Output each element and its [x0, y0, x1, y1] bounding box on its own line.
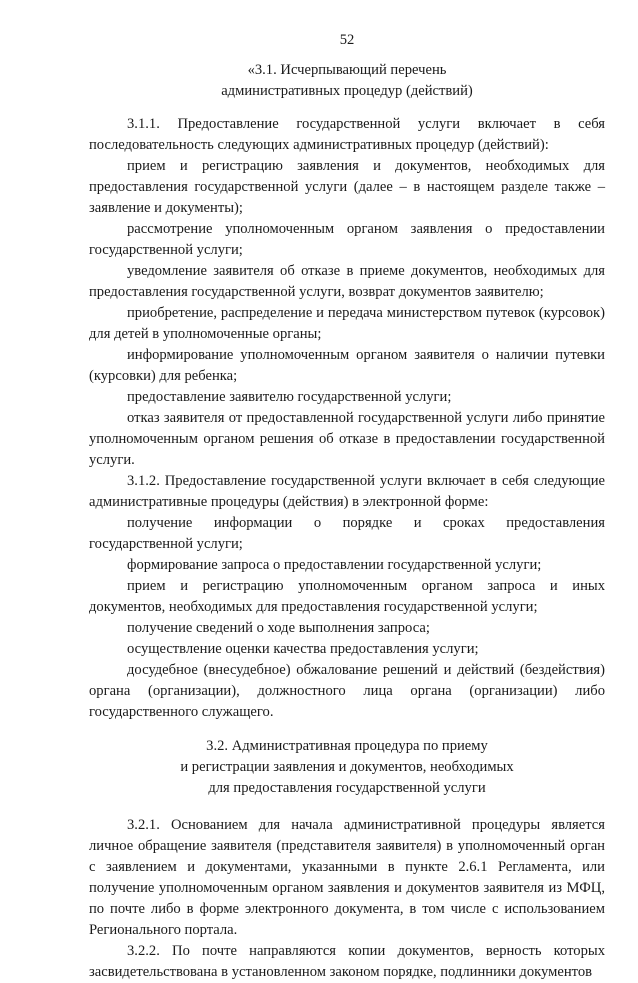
section-heading-3-1: [89, 60, 605, 102]
list-item: уведомление заявителя об отказе в приеме документов, необходимых для предоставления государственной услуги, возврат документов заявителю;: [89, 263, 605, 300]
paragraph-block-3-1-1: [89, 114, 605, 471]
section-heading-line: и регистрации заявления и документов, необходимых: [180, 759, 514, 775]
list-item: рассмотрение уполномоченным органом заявления о предоставлении государственной услуги;: [89, 221, 605, 258]
list-item: получение информации о порядке и сроках предоставления государственной услуги;: [89, 515, 605, 552]
list-item: информирование уполномоченным органом заявителя о наличии путевки (курсовки) для ребенка;: [89, 347, 605, 384]
list-item: прием и регистрацию уполномоченным органом запроса и иных документов, необходимых для предоставления государственной услуги;: [89, 578, 605, 615]
list-item: получение сведений о ходе выполнения запроса;: [127, 620, 430, 636]
paragraph-block-3-2: [89, 815, 605, 983]
list-item: осуществление оценки качества предоставления услуги;: [127, 641, 479, 657]
section-heading-line: административных процедур (действий): [221, 83, 473, 99]
list-item: предоставление заявителю государственной услуги;: [127, 389, 452, 405]
section-heading-3-2: [89, 736, 605, 799]
page-number: 52: [339, 32, 355, 48]
section-heading-line: «3.1. Исчерпывающий перечень: [247, 62, 447, 78]
paragraph: 3.2.1. Основанием для начала административной процедуры является личное обращение заявителя (представителя заявителя) в уполномоченный орган с заявлением и документами, указанными в пункте 2.6.1 Регламента, или получение уполномоченным органом заявления и документов заявителя из МФЦ, по почте либо в форме электронного документа, в том числе с использованием Регионального портала.: [89, 817, 605, 938]
section-heading-line: 3.2. Административная процедура по приему: [206, 738, 488, 754]
list-item: прием и регистрацию заявления и документов, необходимых для предоставления государственной услуги (далее – в настоящем разделе также – заявление и документы);: [89, 158, 605, 216]
paragraph-block-3-1-2: [89, 471, 605, 723]
paragraph: 3.2.2. По почте направляются копии документов, верность которых засвидетельствована в установленном законом порядке, подлинники документов: [89, 943, 605, 980]
list-item: формирование запроса о предоставлении государственной услуги;: [127, 557, 542, 573]
section-heading-line: для предоставления государственной услуги: [208, 780, 486, 796]
list-item: досудебное (внесудебное) обжалование решений и действий (бездействия) органа (организации), должностного лица органа (организации) либо государственного служащего.: [89, 662, 605, 720]
list-item: отказ заявителя от предоставленной государственной услуги либо принятие уполномоченным органом решения об отказе в предоставлении государственной услуги.: [89, 410, 605, 468]
paragraph: 3.1.1. Предоставление государственной услуги включает в себя последовательность следующих административных процедур (действий):: [89, 116, 605, 153]
list-item: приобретение, распределение и передача министерством путевок (курсовок) для детей в уполномоченные органы;: [89, 305, 605, 342]
paragraph: 3.1.2. Предоставление государственной услуги включает в себя следующие административные процедуры (действия) в электронной форме:: [89, 473, 605, 510]
